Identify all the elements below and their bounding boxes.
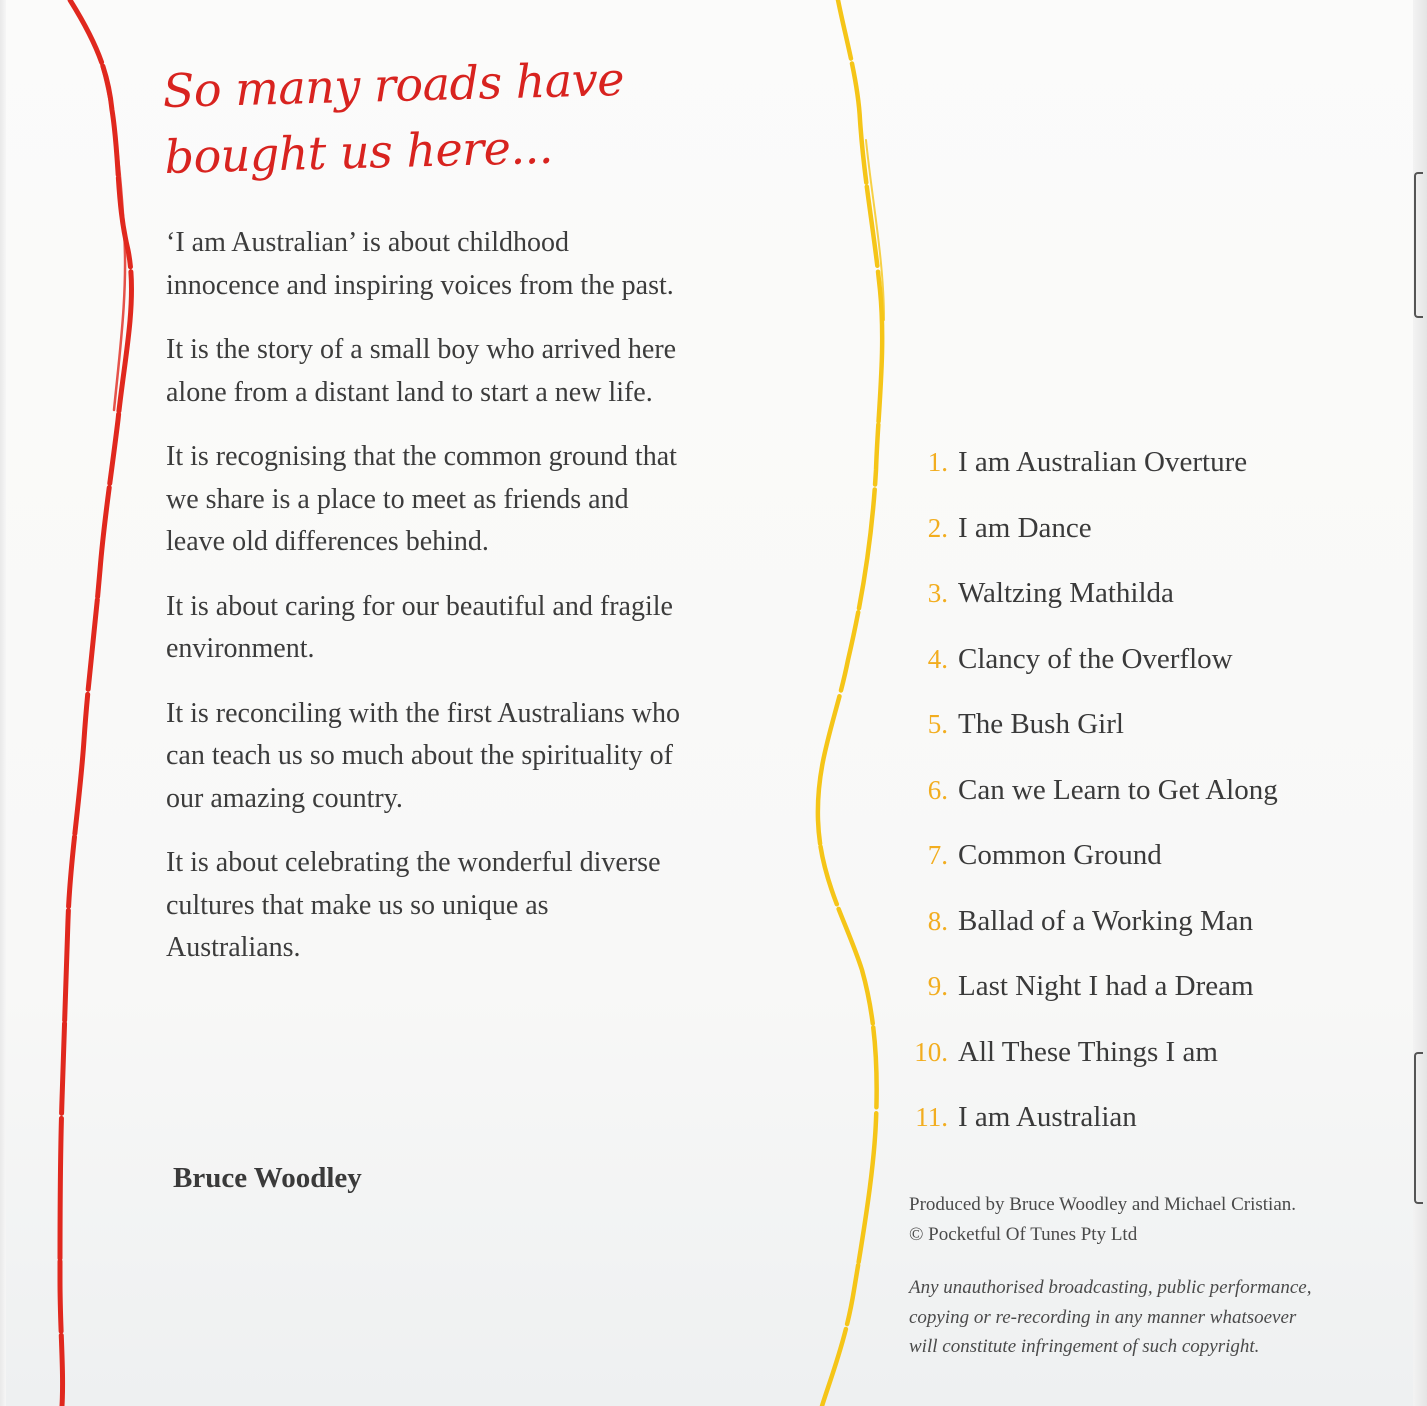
track-title: I am Australian [958, 1101, 1137, 1133]
essay-paragraph: ‘I am Australian’ is about childhood innocence and inspiring voices from the past. [166, 227, 674, 301]
track-title: All These Things I am [958, 1035, 1218, 1068]
produced-by-line: Produced by Bruce Woodley and Michael Cristian. [909, 1194, 1297, 1215]
heading-line-2: bought us here... [163, 119, 554, 184]
track-item [900, 577, 1380, 643]
track-number: 2. [927, 512, 948, 543]
track-item [900, 970, 1380, 1036]
track-item [900, 1036, 1380, 1102]
track-item [900, 905, 1380, 971]
essay-paragraph: It is recognising that the common ground that we share is a place to meet as friends and leave old differences behind. [166, 441, 677, 557]
track-item [900, 839, 1380, 905]
track-item [900, 1101, 1380, 1167]
track-title: Can we Learn to Get Along [958, 773, 1278, 806]
track-title: The Bush Girl [958, 708, 1124, 740]
track-number: 11. [915, 1102, 948, 1132]
red-brushstroke-divider [60, 0, 132, 1406]
track-item [900, 643, 1380, 709]
copyright-line: © Pocketful Of Tunes Pty Ltd [909, 1224, 1138, 1245]
essay-text [166, 222, 686, 992]
track-title: Clancy of the Overflow [958, 642, 1233, 675]
track-number: 4. [927, 643, 948, 674]
notice-line: Any unauthorised broadcasting, public performance, [909, 1277, 1312, 1298]
track-number: 5. [927, 709, 948, 739]
track-number: 6. [927, 774, 948, 805]
author-signature: Bruce Woodley [173, 1162, 362, 1194]
track-item [900, 446, 1380, 512]
track-list [900, 446, 1380, 1167]
track-item [900, 774, 1380, 840]
track-number: 10. [914, 1036, 948, 1067]
track-title: Waltzing Mathilda [958, 577, 1174, 609]
notice-line: copying or re-recording in any manner whatsoever [909, 1306, 1297, 1328]
essay-paragraph: It is about celebrating the wonderful diverse cultures that make us so unique as Australians. [166, 847, 661, 963]
copyright-notice [909, 1273, 1409, 1362]
yellow-brushstroke-divider [818, 0, 882, 1406]
track-number: 9. [927, 971, 948, 1001]
track-item [900, 512, 1380, 578]
page-heading [162, 43, 725, 190]
track-item [900, 708, 1380, 774]
track-title: I am Australian Overture [958, 446, 1248, 478]
essay-paragraph: It is about caring for our beautiful and fragile environment. [166, 590, 673, 664]
track-title: I am Dance [958, 511, 1092, 544]
track-title: Last Night I had a Dream [958, 970, 1254, 1002]
track-number: 1. [927, 447, 948, 477]
track-number: 7. [927, 840, 948, 870]
notice-line: will constitute infringement of such copyright. [909, 1336, 1260, 1357]
track-number: 8. [927, 905, 948, 936]
production-credits [909, 1190, 1296, 1250]
track-title: Ballad of a Working Man [958, 904, 1254, 937]
red-brushstroke-accent [100, 60, 125, 410]
track-number: 3. [927, 578, 948, 608]
heading-line-1: So many roads have [162, 51, 625, 118]
essay-paragraph: It is the story of a small boy who arrived here alone from a distant land to start a new life. [166, 334, 677, 408]
track-title: Common Ground [958, 839, 1162, 871]
essay-paragraph: It is reconciling with the first Australians who can teach us so much about the spirituality of our amazing country. [166, 697, 681, 814]
